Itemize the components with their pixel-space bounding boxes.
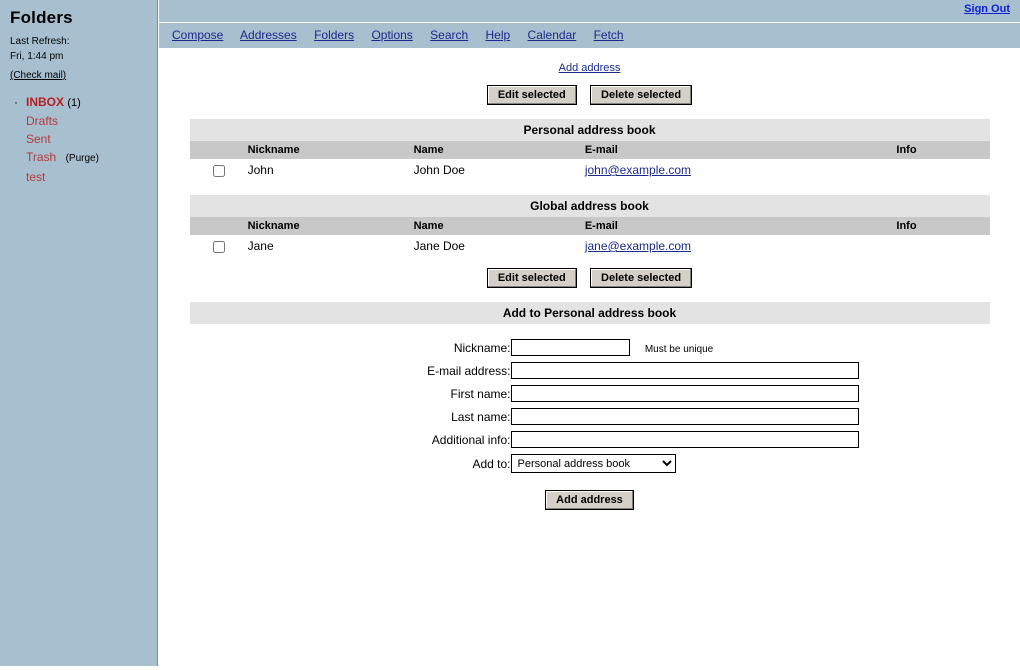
form-row-last-name — [321, 405, 859, 428]
purge-link[interactable] — [66, 153, 99, 164]
form-row-nickname — [321, 336, 859, 359]
personal-row-0-name: John Doe — [413, 163, 465, 177]
nickname-label: Nickname: — [453, 340, 511, 355]
last-name-field[interactable] — [511, 408, 859, 425]
add-address-form-table — [321, 336, 859, 476]
sidebar — [0, 0, 158, 670]
add-to-field-cell — [511, 451, 859, 476]
edit-selected-button-bottom[interactable]: Edit selected — [487, 268, 577, 288]
menu-item-compose[interactable]: Compose — [172, 28, 224, 42]
first-name-field-cell — [511, 382, 859, 405]
add-address-top-link-wrap — [159, 62, 1020, 74]
sidebar-item-inbox[interactable] — [8, 93, 149, 112]
menu-item-calendar[interactable]: Calendar — [527, 28, 577, 42]
global-row-0-info — [823, 235, 989, 257]
bottom-strip — [0, 666, 1020, 670]
menu-item-addresses[interactable]: Addresses — [240, 28, 297, 42]
form-row-add-to — [321, 451, 859, 476]
global-col-name: Name — [414, 217, 585, 235]
last-refresh-value: Fri, 1:44 pm — [10, 51, 64, 62]
last-refresh-label: Last Refresh: — [10, 36, 70, 47]
nickname-field-cell — [511, 336, 859, 359]
menu-item-search[interactable]: Search — [430, 28, 469, 42]
check-mail-link[interactable] — [10, 70, 149, 81]
add-address-form — [190, 324, 990, 510]
nickname-hint: Must be unique — [644, 343, 714, 355]
last-name-field-cell — [511, 405, 859, 428]
personal-col-info: Info — [823, 141, 989, 159]
top-action-buttons — [159, 85, 1020, 105]
nickname-input[interactable] — [511, 339, 630, 356]
sidebar-item-test[interactable] — [8, 168, 149, 186]
add-address-top-link[interactable]: Add address — [558, 62, 621, 74]
purge-anchor[interactable]: (Purge) — [65, 153, 99, 164]
main-panel — [159, 0, 1020, 670]
personal-row-0-checkbox-cell — [190, 159, 248, 181]
global-row-0-nickname: Jane — [247, 239, 274, 253]
global-col-nickname: Nickname — [248, 217, 414, 235]
email-field[interactable] — [511, 362, 859, 379]
personal-row-0-nickname: John — [247, 163, 274, 177]
inbox-unread-count: (1) — [67, 97, 81, 109]
menu-item-fetch[interactable]: Fetch — [593, 28, 624, 42]
global-col-email: E-mail — [585, 217, 824, 235]
menu-item-options[interactable]: Options — [371, 28, 413, 42]
sidebar-item-trash[interactable] — [8, 148, 149, 168]
sidebar-item-trash-label[interactable]: Trash — [26, 150, 57, 164]
personal-col-email: E-mail — [585, 141, 824, 159]
personal-address-book-header: Personal address book — [190, 119, 990, 141]
global-row-0-name: Jane Doe — [413, 239, 465, 253]
additional-info-field-cell — [511, 428, 859, 451]
check-mail-anchor[interactable]: (Check mail) — [10, 70, 67, 81]
global-address-book-section — [190, 195, 990, 217]
personal-address-table — [190, 141, 990, 181]
personal-table-header-row — [190, 141, 990, 159]
menu-bar — [159, 23, 1020, 48]
sidebar-item-inbox-label[interactable]: INBOX — [26, 95, 65, 109]
table-row — [190, 235, 990, 257]
sidebar-item-drafts[interactable] — [8, 112, 149, 130]
email-label: E-mail address: — [427, 363, 511, 378]
delete-selected-button-top[interactable]: Delete selected — [590, 85, 692, 105]
personal-address-book-section — [190, 119, 990, 141]
add-to-select[interactable] — [511, 454, 676, 473]
form-row-email — [321, 359, 859, 382]
personal-col-select — [190, 141, 248, 159]
sidebar-item-test-label[interactable]: test — [26, 170, 46, 184]
add-address-submit-row — [190, 490, 990, 510]
sign-out-link[interactable]: Sign Out — [964, 3, 1010, 15]
global-address-book-header: Global address book — [190, 195, 990, 217]
add-address-button[interactable]: Add address — [545, 490, 634, 510]
bullet-icon: · — [14, 95, 18, 109]
add-address-header: Add to Personal address book — [190, 302, 990, 324]
personal-row-0-email-cell — [585, 159, 824, 181]
folder-list — [8, 93, 149, 186]
top-bar — [159, 0, 1020, 23]
personal-col-nickname: Nickname — [248, 141, 414, 159]
add-address-section — [190, 302, 990, 324]
sidebar-title: Folders — [10, 8, 73, 27]
form-row-first-name — [321, 382, 859, 405]
global-row-0-checkbox-cell — [190, 235, 248, 257]
global-row-0-email-cell — [585, 235, 824, 257]
edit-selected-button-top[interactable]: Edit selected — [487, 85, 577, 105]
personal-col-name: Name — [414, 141, 585, 159]
additional-info-field[interactable] — [511, 431, 859, 448]
additional-info-label: Additional info: — [431, 432, 511, 447]
sidebar-item-drafts-label[interactable]: Drafts — [26, 114, 59, 128]
global-col-info: Info — [823, 217, 989, 235]
personal-row-0-checkbox[interactable] — [213, 165, 225, 177]
global-col-select — [190, 217, 248, 235]
menu-item-folders[interactable]: Folders — [314, 28, 355, 42]
add-to-label: Add to: — [472, 456, 511, 471]
sidebar-item-sent[interactable] — [8, 130, 149, 148]
last-name-label: Last name: — [451, 409, 511, 424]
global-table-header-row — [190, 217, 990, 235]
bottom-action-buttons — [159, 268, 1020, 288]
global-address-table — [190, 217, 990, 257]
first-name-field[interactable] — [511, 385, 859, 402]
menu-item-help[interactable]: Help — [485, 28, 511, 42]
delete-selected-button-bottom[interactable]: Delete selected — [590, 268, 692, 288]
global-row-0-email-link[interactable]: jane@example.com — [584, 239, 692, 253]
email-field-cell — [511, 359, 859, 382]
personal-row-0-info — [823, 159, 989, 181]
content-area — [159, 62, 1020, 510]
global-row-0-checkbox[interactable] — [213, 241, 225, 253]
personal-row-0-email-link[interactable]: john@example.com — [584, 163, 692, 177]
first-name-label: First name: — [450, 386, 511, 401]
form-row-additional-info — [321, 428, 859, 451]
sidebar-item-sent-label[interactable]: Sent — [26, 132, 51, 146]
table-row — [190, 159, 990, 181]
